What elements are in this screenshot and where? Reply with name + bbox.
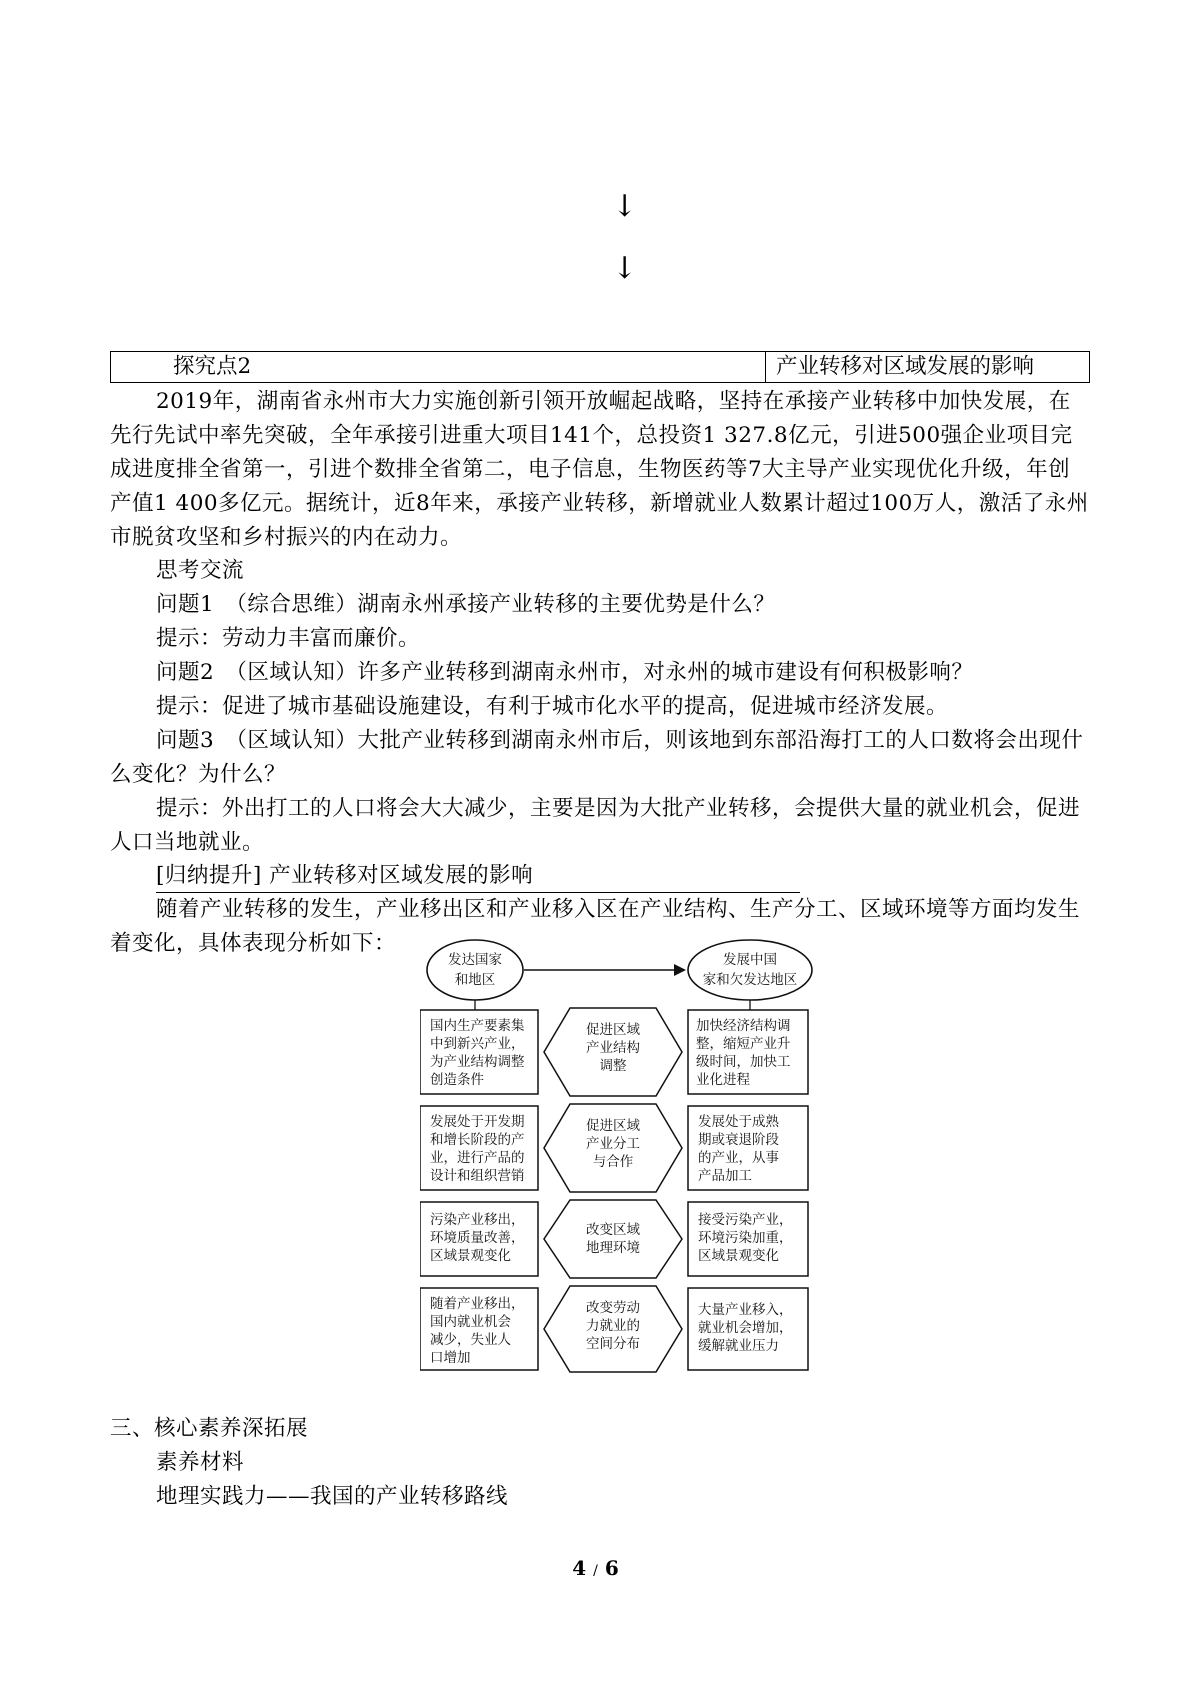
question-3: 问题3 （区域认知）大批产业转移到湖南永州市后，则该地到东部沿海打工的人口数将会出现什么变化？为什么？ xyxy=(110,728,1084,787)
section3-material: 素养材料 xyxy=(156,1450,245,1475)
svg-text:业化进程: 业化进程 xyxy=(696,1072,750,1088)
answer-3: 提示：外出打工的人口将会大大减少，主要是因为大批产业转移，会提供大量的就业机会，促进人口当地就业。 xyxy=(110,796,1081,855)
question-2: 问题2 （区域认知）许多产业转移到湖南永州市，对永州的城市建设有何积极影响？ xyxy=(156,660,974,685)
page-current: 4 xyxy=(572,1556,587,1580)
svg-text:环境质量改善，: 环境质量改善， xyxy=(430,1230,525,1246)
developing-region-line1: 发展中国 xyxy=(723,952,777,968)
svg-text:期或衰退阶段: 期或衰退阶段 xyxy=(698,1132,779,1148)
answer-1: 提示：劳动力丰富而廉价。 xyxy=(156,626,421,651)
page-number xyxy=(0,1556,1191,1580)
svg-text:业，进行产品的: 业，进行产品的 xyxy=(430,1150,525,1166)
svg-text:改变劳动: 改变劳动 xyxy=(586,1300,640,1316)
discussion-title: 思考交流 xyxy=(156,558,245,583)
diagram-row-2 xyxy=(420,1104,808,1192)
svg-text:促进区域: 促进区域 xyxy=(586,1022,640,1038)
svg-text:发展处于开发期: 发展处于开发期 xyxy=(430,1114,525,1130)
summary-text: 随着产业转移的发生，产业移出区和产业移入区在产业结构、生产分工、区域环境等方面均发生着变化，具体表现分析如下： xyxy=(110,897,1081,956)
svg-text:与合作: 与合作 xyxy=(592,1154,634,1170)
svg-text:整，缩短产业升: 整，缩短产业升 xyxy=(696,1036,791,1052)
developed-region-node xyxy=(427,940,523,1000)
svg-text:污染产业移出，: 污染产业移出， xyxy=(430,1212,525,1228)
svg-text:促进区域: 促进区域 xyxy=(586,1118,640,1134)
section3-subtitle: 地理实践力——我国的产业转移路线 xyxy=(156,1484,509,1509)
svg-text:就业机会增加，: 就业机会增加， xyxy=(698,1320,793,1336)
page-separator: / xyxy=(593,1563,598,1579)
svg-text:缓解就业压力: 缓解就业压力 xyxy=(698,1338,779,1354)
svg-text:的产业，从事: 的产业，从事 xyxy=(698,1150,779,1166)
svg-text:区域景观变化: 区域景观变化 xyxy=(698,1248,779,1264)
svg-text:产品加工: 产品加工 xyxy=(698,1168,752,1184)
svg-text:改变区域: 改变区域 xyxy=(586,1222,640,1238)
svg-text:口增加: 口增加 xyxy=(430,1350,471,1366)
svg-text:级时间，加快工: 级时间，加快工 xyxy=(696,1054,791,1070)
svg-text:随着产业移出，: 随着产业移出， xyxy=(430,1296,525,1312)
industry-transfer-diagram xyxy=(420,924,820,1404)
summary-heading: 产业转移对区域发展的影响 xyxy=(269,863,534,888)
down-arrow-2: ↓ xyxy=(612,251,638,286)
summary-tag: [归纳提升] xyxy=(156,863,262,888)
svg-text:空间分布: 空间分布 xyxy=(586,1336,640,1352)
svg-text:环境污染加重，: 环境污染加重， xyxy=(698,1230,793,1246)
svg-text:国内就业机会: 国内就业机会 xyxy=(430,1314,511,1330)
developed-region-line1: 发达国家 xyxy=(448,952,502,968)
svg-text:中到新兴产业，: 中到新兴产业， xyxy=(430,1036,525,1052)
svg-text:调整: 调整 xyxy=(599,1058,627,1074)
developing-region-line2: 家和欠发达地区 xyxy=(702,972,798,988)
diagram-row-3 xyxy=(420,1200,808,1278)
svg-text:产业结构: 产业结构 xyxy=(586,1040,640,1056)
svg-text:地理环境: 地理环境 xyxy=(586,1240,640,1256)
svg-text:产业分工: 产业分工 xyxy=(586,1136,640,1152)
diagram-row-1 xyxy=(420,1008,808,1096)
inquiry-topic: 产业转移对区域发展的影响 xyxy=(776,354,1035,379)
page-total: 6 xyxy=(604,1556,619,1580)
svg-text:和增长阶段的产: 和增长阶段的产 xyxy=(430,1132,525,1148)
diagram-row-4 xyxy=(420,1286,808,1372)
svg-text:接受污染产业，: 接受污染产业， xyxy=(698,1212,793,1228)
svg-text:加快经济结构调: 加快经济结构调 xyxy=(696,1018,791,1034)
inquiry-header-table xyxy=(110,351,1090,383)
down-arrow-1: ↓ xyxy=(612,189,638,224)
svg-text:力就业的: 力就业的 xyxy=(586,1318,640,1334)
intro-paragraph: 2019年，湖南省永州市大力实施创新引领开放崛起战略，坚持在承接产业转移中加快发展，在先行先试中率先突破，全年承接引进重大项目141个，总投资1 327.8亿元，引进500强企业项目完成进度排全省第一，引进个数排全省第二，电子信息，生物医药等7大主导产业实现优化升级，年创产值1 400多亿元。据统计，近8年来，承接产业转移，新增就业人数累计超过100万人，激活了永州市脱贫攻坚和乡村振兴的内在动力。 xyxy=(110,389,1089,550)
svg-text:大量产业移入，: 大量产业移入， xyxy=(698,1302,793,1318)
inquiry-label: 探究点2 xyxy=(111,352,766,382)
svg-text:国内生产要素集: 国内生产要素集 xyxy=(430,1018,525,1034)
developing-region-node xyxy=(688,940,812,1000)
answer-2: 提示：促进了城市基础设施建设，有利于城市化水平的提高，促进城市经济发展。 xyxy=(156,694,949,719)
question-1: 问题1 （综合思维）湖南永州承接产业转移的主要优势是什么？ xyxy=(156,592,776,617)
svg-text:设计和组织营销: 设计和组织营销 xyxy=(430,1168,525,1184)
svg-text:为产业结构调整: 为产业结构调整 xyxy=(430,1054,525,1070)
svg-text:创造条件: 创造条件 xyxy=(430,1072,484,1088)
section3-title: 三、核心素养深拓展 xyxy=(110,1416,309,1441)
svg-text:发展处于成熟: 发展处于成熟 xyxy=(698,1114,779,1130)
svg-text:区域景观变化: 区域景观变化 xyxy=(430,1248,511,1264)
summary-title xyxy=(156,860,800,893)
developed-region-line2: 和地区 xyxy=(454,972,496,988)
svg-text:减少，失业人: 减少，失业人 xyxy=(430,1332,511,1348)
